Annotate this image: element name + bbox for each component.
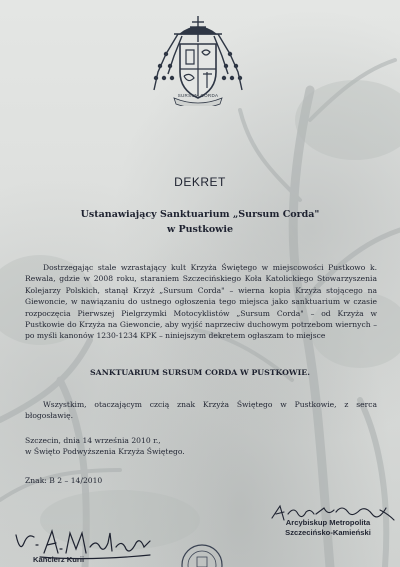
subtitle-line-1: Ustanawiający Sanktuarium „Sursum Corda" [80,209,320,220]
official-seal-stamp [180,531,224,567]
date-line-1: Szczecin, dnia 14 września 2010 r., [25,436,161,445]
archbishop-title [258,518,398,538]
date-line-2: w Święto Podwyższenia Krzyża Świętego. [25,447,185,456]
subtitle-line-2: w Pustkowie [166,224,234,235]
blessing-paragraph: Wszystkim, otaczającym czcią znak Krzyża Świętego w Pustkowie, z serca błogosławię. [25,400,377,421]
archbishop-title-line-2: Szczecińsko-Kamieński [285,528,371,537]
document-subtitle [60,207,340,237]
document-title: DEKRET [174,175,226,189]
crest-motto: SURSUM CORDA [177,93,219,98]
sanctuary-declaration: SANKTUARIUM SURSUM CORDA W PUSTKOWIE. [90,368,310,377]
archbishop-title-line-1: Arcybiskup Metropolita [285,518,371,527]
decree-body-paragraph: Dostrzegając stale wzrastający kult Krzyża Świętego w miejscowości Pustkowo k. Rewala, gdzie w 2008 roku, staraniem Szczecińskiego Koła Katolickiego Stowarzyszenia Kolejarzy Polskich, stanął Krzyż „Sursum Corda" – wierna kopia Krzyża stojącego na Giewoncie, w nawiązaniu do ustnego ogłoszenia tego miejsca jako sanktuarium w czasie rozpoczęcia Pierwszej Pielgrzymki Motocyklistów „Sursum Corda" – od Krzyża w Pustkowie do Krzyża na Giewoncie, aby wyjść naprzeciw duchowym potrzebom wiernych – po myśli kanonów 1230-1234 KPK – niniejszym dekretem ogłaszam to miejsce [25,263,377,341]
reference-number: Znak: B 2 – 14/2010 [25,476,103,485]
chancellor-title: Kanclerz Kurii [33,555,85,564]
